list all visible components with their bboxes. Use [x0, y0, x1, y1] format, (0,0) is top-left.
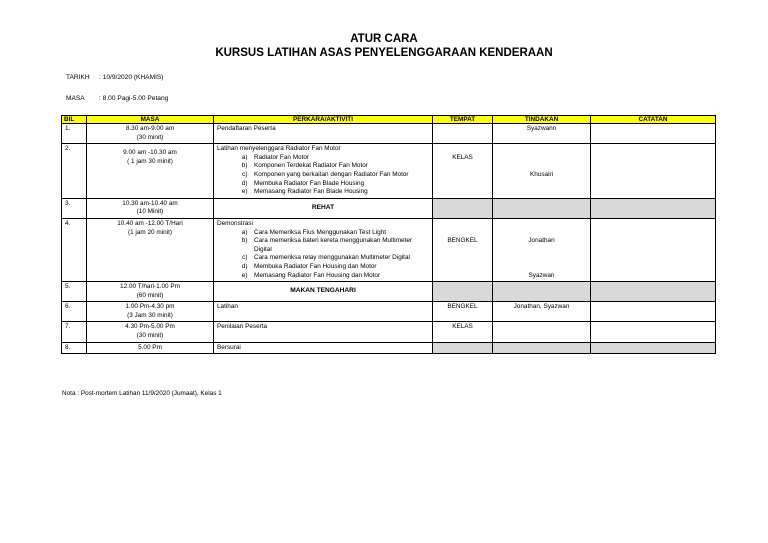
cell-tindakan: Syazwann: [493, 124, 591, 144]
cell-perkara: [214, 218, 433, 281]
cell-catatan: [591, 302, 716, 322]
list-item: b. Komponen Terdekat Radiator Fan Motor: [251, 162, 429, 171]
masa-value: : 8.00 Pagi-5.00 Petang: [99, 95, 169, 102]
cell-tindakan: [493, 218, 591, 281]
cell-tindakan: [493, 342, 591, 354]
masa-time: 12.00 T/hari-1.00 Pm: [120, 283, 180, 291]
cell-catatan: [591, 342, 716, 354]
cell-rehat: REHAT: [214, 198, 433, 218]
list-item: a. Radiator Fan Motor: [251, 154, 429, 163]
cell-perkara: Bersurai: [214, 342, 433, 354]
activity-heading: Latihan menyelenggara Radiator Fan Motor: [217, 145, 341, 153]
list-item: a. Cara Memeriksa Fius Menggunakan Test Light: [251, 229, 429, 238]
masa-duration: (3 Jam 30 minit): [127, 311, 173, 319]
list-item: d. Membuka Radiator Fan Housing dan Motor: [251, 263, 429, 272]
cell-masa: [87, 124, 214, 144]
cell-catatan: [591, 218, 716, 281]
cell-tindakan: Jonathan, Syazwan: [493, 302, 591, 322]
masa-duration: (10 Minit): [136, 208, 164, 216]
cell-perkara: Pendaftaran Peserta: [214, 124, 433, 144]
header-masa: MASA: [87, 116, 214, 124]
document-title: ATUR CARA: [350, 33, 418, 45]
table-row: [62, 218, 716, 281]
cell-tindakan: [493, 282, 591, 302]
cell-bil: 2.: [62, 144, 87, 199]
cell-masa: 5.00 Pm: [87, 342, 214, 354]
cell-tempat: [433, 144, 493, 199]
cell-tempat: [433, 124, 493, 144]
cell-makan: MAKAN TENGAHARI: [214, 282, 433, 302]
masa-time: 9.00 am -10.30 am: [123, 149, 177, 157]
masa-time: 4.30 Pm-5.00 Pm: [125, 323, 175, 331]
cell-bil: 8.: [62, 342, 87, 354]
cell-bil: 6.: [62, 302, 87, 322]
table-row: [62, 342, 716, 354]
cell-bil: 4.: [62, 218, 87, 281]
document-subtitle: KURSUS LATIHAN ASAS PENYELENGGARAAN KENDERAAN: [215, 47, 553, 59]
cell-tempat: [433, 282, 493, 302]
masa-duration: (30 minit): [136, 133, 164, 141]
tindakan-value: Jonathan: [528, 237, 555, 245]
masa-duration: ( 1 jam 30 minit): [127, 158, 173, 166]
cell-masa: [87, 282, 214, 302]
cell-tempat: KELAS: [433, 322, 493, 342]
cell-masa: [87, 302, 214, 322]
table-row: [62, 322, 716, 342]
cell-masa: [87, 218, 214, 281]
cell-tindakan: [493, 144, 591, 199]
header-perkara: PERKARA/AKTIVITI: [214, 116, 433, 124]
cell-bil: 3.: [62, 198, 87, 218]
cell-tempat: [433, 218, 493, 281]
cell-tempat: [433, 198, 493, 218]
table-row: [62, 124, 716, 144]
cell-bil: 1.: [62, 124, 87, 144]
cell-tempat: [433, 342, 493, 354]
cell-bil: 5.: [62, 282, 87, 302]
masa-time: 1.00 Pm-4.30 pm: [125, 303, 175, 311]
masa-label: MASA: [66, 95, 85, 102]
table-row: [62, 144, 716, 199]
header-catatan: CATATAN: [591, 116, 716, 124]
masa-duration: (60 minit): [136, 291, 164, 299]
cell-catatan: [591, 322, 716, 342]
cell-perkara: Latihan: [214, 302, 433, 322]
tempat-value: KELAS: [452, 153, 473, 161]
cell-masa: [87, 322, 214, 342]
header-bil: BIL: [62, 116, 87, 124]
cell-tindakan: [493, 322, 591, 342]
tindakan-value: Syazwan: [528, 271, 555, 279]
list-item: e. Memasang Radiator Fan Housing dan Motor: [251, 272, 429, 281]
cell-masa: [87, 198, 214, 218]
schedule-table: [61, 115, 716, 354]
activity-heading: Demonstrasi: [217, 219, 253, 227]
masa-duration: (1 jam 20 minit): [127, 228, 173, 236]
list-item: c. Cara memeriksa relay menggunakan Multimeter Digital: [251, 254, 429, 263]
list-item: c. Komponen yang berkaitan dengan Radiator Fan Motor: [251, 171, 429, 180]
cell-catatan: [591, 198, 716, 218]
tindakan-value: Khusairi: [529, 170, 554, 178]
activity-list: [217, 229, 429, 281]
header-tempat: TEMPAT: [433, 116, 493, 124]
cell-perkara: Penilaian Peserta: [214, 322, 433, 342]
activity-list: [217, 154, 429, 197]
cell-catatan: [591, 124, 716, 144]
cell-masa: [87, 144, 214, 199]
cell-tempat: BENGKEL: [433, 302, 493, 322]
tarikh-line: [66, 74, 164, 81]
table-row: [62, 198, 716, 218]
table-header-row: [62, 116, 716, 124]
footnote: Nota : Post-mortem Latihan 11/9/2020 (Jumaat), Kelas 1: [62, 390, 222, 397]
cell-bil: 7.: [62, 322, 87, 342]
tarikh-value: : 10/9/2020 (KHAMIS): [99, 74, 164, 81]
cell-catatan: [591, 144, 716, 199]
masa-time: 8.30 am-9.00 am: [125, 125, 175, 132]
masa-time: 10.40 am -12.00 T/Hari: [117, 219, 183, 227]
list-item: d. Membuka Radiator Fan Blade Housing: [251, 180, 429, 189]
masa-line: [66, 95, 168, 102]
list-item: e. Memasang Radiator Fan Blade Housing: [251, 188, 429, 197]
table-row: [62, 302, 716, 322]
header-tindakan: TINDAKAN: [493, 116, 591, 124]
list-item: b. Cara memeriksa bateri kereta menggunakan Multimeter Digital: [251, 237, 429, 254]
table-row: [62, 282, 716, 302]
cell-tindakan: [493, 198, 591, 218]
tarikh-label: TARIKH: [66, 74, 90, 81]
masa-time: 10.30 am-10.40 am: [122, 199, 178, 207]
cell-perkara: [214, 144, 433, 199]
cell-catatan: [591, 282, 716, 302]
masa-duration: (30 minit): [136, 332, 164, 340]
tempat-value: BENGKEL: [447, 237, 478, 245]
